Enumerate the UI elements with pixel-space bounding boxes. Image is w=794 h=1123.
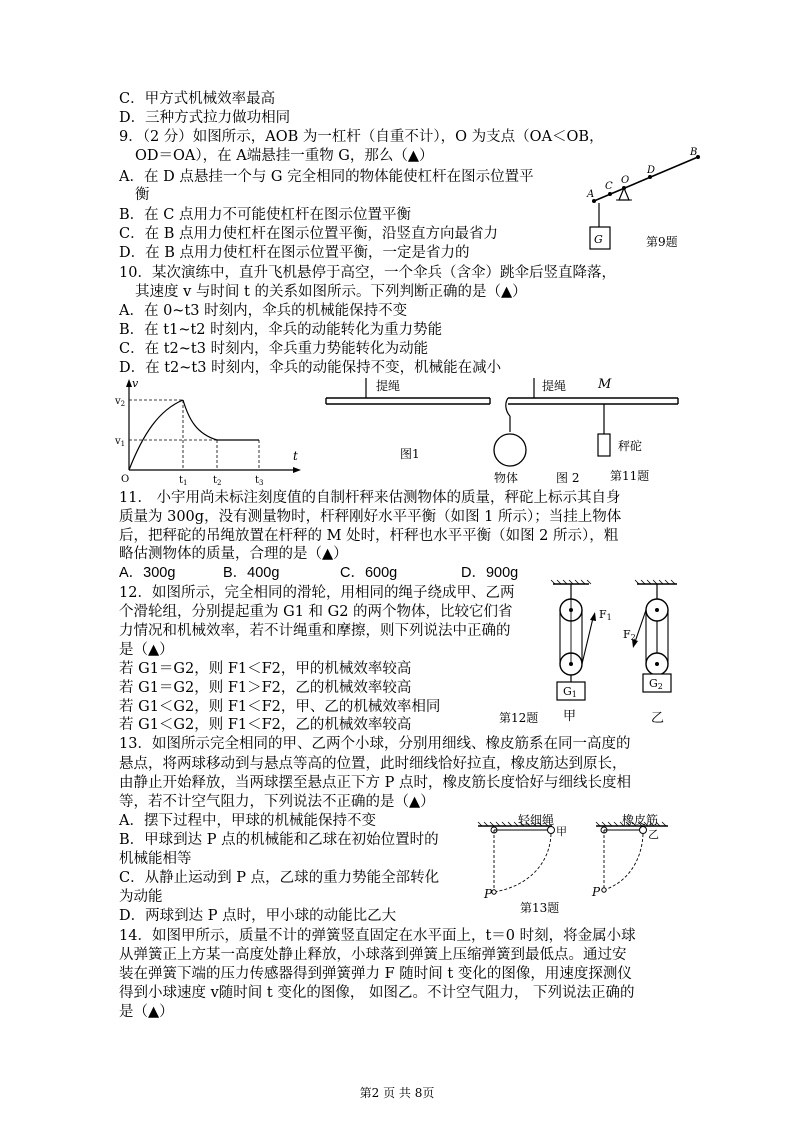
q13-string-label: 轻细绳 [518, 813, 555, 827]
q13-option-c: C．从静止运动到 P 点，乙球的重力势能全部转化 [119, 870, 440, 886]
q9-option-d: D．在 B 点用力使杠杆在图示位置平衡，一定是省力的 [119, 245, 470, 261]
q12-label-jia: 甲 [563, 709, 577, 724]
q13-rubber-label: 橡皮筋 [622, 813, 659, 827]
q10-stem-line2: 其速度 v 与时间 t 的关系如图所示。下列判断正确的是（▲） [135, 284, 527, 300]
q11-fig2-label: 图 2 [556, 471, 580, 485]
q9-lever-figure [580, 145, 720, 257]
q13-caption: 第13题 [520, 901, 560, 915]
q13-stem-line3: 由静止开始释放，当两球摆至悬点正下方 P 点时，橡皮筋长度恰好与细线长度相 [119, 775, 631, 791]
q14-stem-line3: 装在弹簧下端的压力传感器得到弹簧弹力 F 随时间 t 变化的图像，用速度探测仪 [119, 966, 632, 982]
q12-caption: 第12题 [499, 711, 539, 725]
q9-label-a: A [587, 189, 595, 200]
q11-option-c: C．600g [340, 565, 398, 581]
q9-option-c: C．在 B 点用力使杠杆在图示位置平衡，沿竖直方向最省力 [119, 226, 498, 242]
q9-stem-line1: 9．（2 分）如图所示，AOB 为一杠杆（自重不计），O 为支点（OA＜OB， [119, 129, 604, 145]
q12-stem-line3: 力情况和机械效率，若不计绳重和摩擦，则下列说法中正确的 [119, 623, 511, 639]
q10-axis-t: t [293, 449, 298, 463]
q12-stem-line1: 12．如图所示，完全相同的滑轮，用相同的绳子绕成甲、乙两 [119, 585, 515, 601]
q12-option-c: 若 G1＜G2，则 F1＜F2，甲、乙的机械效率相同 [119, 699, 441, 715]
q11-stem-line1: 11． 小宇用尚未标注刻度值的自制杆秤来估测物体的质量，秤砣上标示其自身 [119, 490, 621, 506]
q11-weight-label: 秤砣 [618, 439, 643, 453]
q12-option-d: 若 G1＜G2，则 F1＜F2，乙的机械效率较高 [119, 717, 412, 733]
q13-option-d: D．两球到达 P 点时，甲小球的动能比乙大 [119, 908, 397, 924]
q11-rope-label-fig2: 提绳 [542, 379, 567, 393]
q14-stem-line5: 是（▲） [119, 1004, 174, 1020]
q12-stem-line2: 个滑轮组，分别提起重为 G1 和 G2 的两个物体，比较它们省 [119, 604, 513, 620]
q11-option-b: B．400g [223, 565, 280, 581]
q12-label-g1: G1 [563, 685, 577, 699]
q11-object-label: 物体 [494, 471, 519, 485]
q10-origin-o: O [121, 474, 130, 485]
q13-ball-yi: 乙 [648, 828, 659, 841]
q9-caption: 第9题 [646, 235, 678, 249]
q10-option-b: B．在 t1~t2 时刻内，伞兵的动能转化为重力势能 [119, 322, 443, 338]
q12-stem-line4: 是（▲） [119, 642, 174, 658]
q10-label-t2: $t_2$ [213, 475, 222, 486]
q13-ball-jia: 甲 [556, 825, 567, 838]
q10-label-t1: $t_1$ [179, 475, 188, 486]
q13-stem-line4: 等，若不计空气阻力，下列说法不正确的是（▲） [119, 794, 435, 810]
q13-option-b-cont: 机械能相等 [119, 851, 192, 867]
q12-label-g2: G2 [649, 677, 663, 691]
q12-option-a: 若 G1＝G2，则 F1＜F2，甲的机械效率较高 [119, 661, 412, 677]
q14-stem-line2: 从弹簧正上方某一高度处静止释放，小球落到弹簧上压缩弹簧到最低点。通过安 [119, 947, 627, 963]
q11-stem-line3: 后，把秤砣的吊绳放置在杆秤的 M 处时，杆秤也水平平衡（如图 2 所示），粗 [119, 528, 619, 544]
q9-label-b: B [690, 147, 698, 158]
q12-label-f1: F1 [599, 608, 612, 622]
q10-option-a: A．在 0~t3 时刻内，伞兵的机械能保持不变 [119, 303, 408, 319]
q10-stem-line1: 10．某次演练中，直升飞机悬停于高空，一个伞兵（含伞）跳伞后竖直降落， [119, 265, 616, 281]
q12-label-f2: F2 [623, 628, 636, 642]
q11-fig1-label: 图1 [400, 447, 420, 461]
q11-stem-line4: 略估测物体的质量，合理的是（▲） [119, 546, 348, 562]
q10-label-v2: $v_2$ [115, 396, 126, 408]
q11-stem-line2: 质量为 300g，没有测量物时，杆秤刚好水平平衡（如图 1 所示）；当挂上物体 [119, 509, 622, 525]
q11-option-a: A．300g [119, 565, 176, 581]
q9-label-c: C [605, 181, 613, 192]
q9-option-b: B．在 C 点用力不可能使杠杆在图示位置平衡 [119, 207, 411, 223]
q13-stem-line2: 悬点，将两球移动到与悬点等高的位置，此时细线恰好拉直，橡皮筋达到原长， [119, 756, 627, 772]
q11-option-d: D．900g [461, 565, 519, 581]
q14-stem-line1: 14．如图甲所示，质量不计的弹簧竖直固定在水平面上，t＝0 时刻，将金属小球 [119, 928, 636, 944]
q13-option-b: B．甲球到达 P 点的机械能和乙球在初始位置时的 [119, 832, 439, 848]
q13-option-c-cont: 为动能 [119, 889, 163, 905]
q9-option-a-cont: 衡 [135, 187, 150, 203]
q9-label-d: D [647, 165, 656, 176]
q13-option-a: A．摆下过程中，甲球的机械能保持不变 [119, 813, 376, 829]
q11-caption: 第11题 [610, 469, 650, 483]
q9-stem-line2: OD＝OA），在 A端悬挂一重物 G，那么（▲） [135, 148, 434, 164]
q8-option-d: D．三种方式拉力做功相同 [119, 110, 291, 126]
q10-option-c: C．在 t2~t3 时刻内，伞兵重力势能转化为动能 [119, 341, 429, 357]
q10-label-t3: $t_3$ [255, 475, 264, 486]
q10-axis-v: v [132, 377, 139, 390]
q11-rope-label-fig1: 提绳 [376, 379, 401, 393]
q13-pendulum-figure [472, 812, 694, 920]
q11-steelyard-figure [322, 376, 682, 488]
q10-option-d: D．在 t2~t3 时刻内，伞兵的动能保持不变，机械能在减小 [119, 360, 502, 376]
q12-pulley-figure [495, 578, 695, 726]
q13-point-p2: P [592, 885, 601, 899]
q9-label-g: G [594, 233, 603, 246]
q9-label-o: O [621, 175, 630, 186]
q10-label-v1: $v_1$ [115, 436, 126, 448]
q9-option-a: A．在 D 点悬挂一个与 G 完全相同的物体能使杠杆在图示位置平 [119, 169, 534, 185]
q12-label-yi: 乙 [651, 711, 665, 726]
q11-point-m: M [598, 377, 612, 392]
q13-point-p1: P [484, 887, 493, 901]
q13-stem-line1: 13．如图所示完全相同的甲、乙两个小球，分别用细线、橡皮筋系在同一高度的 [119, 736, 631, 752]
page-footer: 第2 页 共 8页 [359, 1086, 435, 1100]
q8-option-c: C．甲方式机械效率最高 [119, 91, 276, 107]
q10-velocity-time-graph [115, 376, 310, 486]
q12-option-b: 若 G1＝G2，则 F1＞F2，乙的机械效率较高 [119, 680, 412, 696]
q14-stem-line4: 得到小球速度 v随时间 t 变化的图像， 如图乙。不计空气阻力， 下列说法正确的 [119, 985, 635, 1001]
